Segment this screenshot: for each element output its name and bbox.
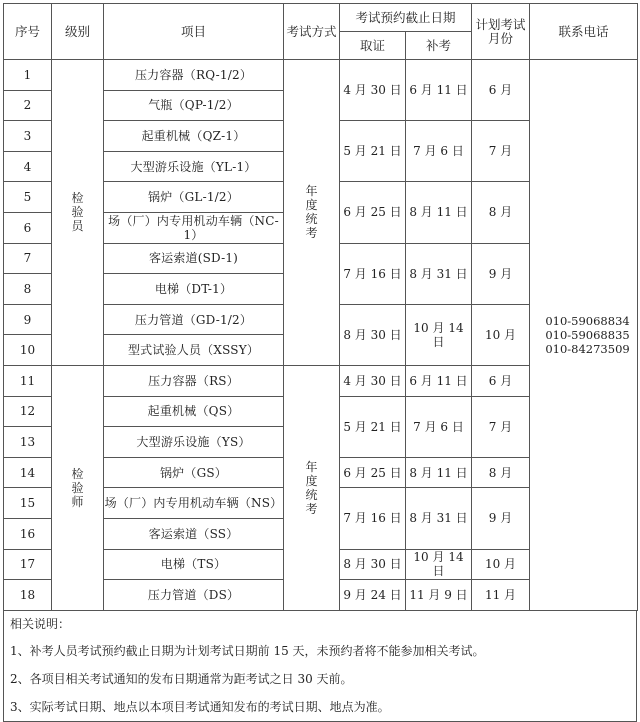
project-name: 压力容器（RQ-1/2） [104, 60, 284, 91]
project-name: 电梯（TS） [104, 549, 284, 580]
table-row [4, 60, 638, 91]
cert-deadline: 6 月 25 日 [340, 457, 406, 488]
project-name: 型式试验人员（XSSY） [104, 335, 284, 366]
row-number: 7 [4, 243, 52, 274]
note-item: 2、各项目相关考试通知的发布日期通常为距考试之日 30 天前。 [10, 671, 353, 686]
makeup-deadline: 8 月 31 日 [406, 488, 472, 549]
planned-month: 9 月 [472, 488, 530, 549]
makeup-deadline: 6 月 11 日 [406, 60, 472, 121]
header-level: 级别 [52, 4, 104, 60]
level-cell [52, 365, 104, 610]
project-name: 客运索道（SS） [104, 518, 284, 549]
level-label: 检验员 [71, 191, 84, 234]
planned-month: 6 月 [472, 60, 530, 121]
exam-schedule-document [3, 3, 637, 722]
makeup-deadline: 11 月 9 日 [406, 580, 472, 611]
header-phone: 联系电话 [530, 4, 638, 60]
phone-number: 010-59068834 [545, 313, 630, 328]
header-project: 项目 [104, 4, 284, 60]
phone-cell [530, 60, 638, 611]
notes-title: 相关说明： [10, 616, 71, 631]
planned-month: 10 月 [472, 304, 530, 365]
phone-number: 010-59068835 [545, 327, 630, 342]
header-makeup: 补考 [406, 32, 472, 60]
row-number: 4 [4, 151, 52, 182]
project-name: 锅炉（GL-1/2） [104, 182, 284, 213]
project-name: 电梯（DT-1） [104, 274, 284, 305]
project-name: 客运索道(SD-1) [104, 243, 284, 274]
makeup-deadline: 7 月 6 日 [406, 121, 472, 182]
makeup-deadline: 8 月 11 日 [406, 457, 472, 488]
cert-deadline: 9 月 24 日 [340, 580, 406, 611]
project-name: 起重机械（QS） [104, 396, 284, 427]
cert-deadline: 4 月 30 日 [340, 365, 406, 396]
row-number: 5 [4, 182, 52, 213]
header-month: 计划考试月份 [472, 4, 530, 60]
method-label: 年度统考 [305, 459, 318, 516]
row-number: 13 [4, 427, 52, 458]
row-number: 18 [4, 580, 52, 611]
row-number: 6 [4, 212, 52, 243]
project-name: 大型游乐设施（YS） [104, 427, 284, 458]
note-item: 1、补考人员考试预约截止日期为计划考试日期前 15 天，未预约者将不能参加相关考试。 [10, 643, 485, 658]
project-name: 场（厂）内专用机动车辆（NS） [104, 488, 284, 519]
row-number: 11 [4, 365, 52, 396]
project-name: 大型游乐设施（YL-1） [104, 151, 284, 182]
row-number: 17 [4, 549, 52, 580]
row-number: 1 [4, 60, 52, 91]
method-cell [284, 365, 340, 610]
planned-month: 11 月 [472, 580, 530, 611]
makeup-deadline: 6 月 11 日 [406, 365, 472, 396]
notes-section [3, 611, 637, 722]
exam-schedule-table [3, 3, 638, 611]
row-number: 15 [4, 488, 52, 519]
row-number: 16 [4, 518, 52, 549]
planned-month: 7 月 [472, 396, 530, 457]
makeup-deadline: 8 月 31 日 [406, 243, 472, 304]
planned-month: 7 月 [472, 121, 530, 182]
planned-month: 8 月 [472, 182, 530, 243]
row-number: 3 [4, 121, 52, 152]
makeup-deadline: 10 月 14 日 [406, 549, 472, 580]
header-method: 考试方式 [284, 4, 340, 60]
row-number: 12 [4, 396, 52, 427]
row-number: 2 [4, 90, 52, 121]
table-body [4, 60, 638, 611]
header-deadline: 考试预约截止日期 [340, 4, 472, 32]
method-label: 年度统考 [305, 184, 318, 241]
level-cell [52, 60, 104, 366]
level-label: 检验师 [71, 466, 84, 509]
project-name: 锅炉（GS） [104, 457, 284, 488]
method-cell [284, 60, 340, 366]
planned-month: 9 月 [472, 243, 530, 304]
cert-deadline: 5 月 21 日 [340, 121, 406, 182]
note-item: 3、实际考试日期、地点以本项目考试通知发布的考试日期、地点为准。 [10, 699, 390, 714]
row-number: 14 [4, 457, 52, 488]
header-cert: 取证 [340, 32, 406, 60]
project-name: 起重机械（QZ-1） [104, 121, 284, 152]
cert-deadline: 8 月 30 日 [340, 304, 406, 365]
phone-number: 010-84273509 [545, 341, 630, 356]
planned-month: 10 月 [472, 549, 530, 580]
makeup-deadline: 10 月 14 日 [406, 304, 472, 365]
cert-deadline: 5 月 21 日 [340, 396, 406, 457]
project-name: 气瓶（QP-1/2） [104, 90, 284, 121]
project-name: 压力管道（GD-1/2） [104, 304, 284, 335]
row-number: 10 [4, 335, 52, 366]
project-name: 压力容器（RS） [104, 365, 284, 396]
planned-month: 8 月 [472, 457, 530, 488]
project-name: 压力管道（DS） [104, 580, 284, 611]
cert-deadline: 7 月 16 日 [340, 488, 406, 549]
makeup-deadline: 7 月 6 日 [406, 396, 472, 457]
cert-deadline: 6 月 25 日 [340, 182, 406, 243]
cert-deadline: 7 月 16 日 [340, 243, 406, 304]
header-seq: 序号 [4, 4, 52, 60]
planned-month: 6 月 [472, 365, 530, 396]
cert-deadline: 4 月 30 日 [340, 60, 406, 121]
cert-deadline: 8 月 30 日 [340, 549, 406, 580]
row-number: 8 [4, 274, 52, 305]
row-number: 9 [4, 304, 52, 335]
makeup-deadline: 8 月 11 日 [406, 182, 472, 243]
project-name: 场（厂）内专用机动车辆（NC-1） [104, 212, 284, 243]
